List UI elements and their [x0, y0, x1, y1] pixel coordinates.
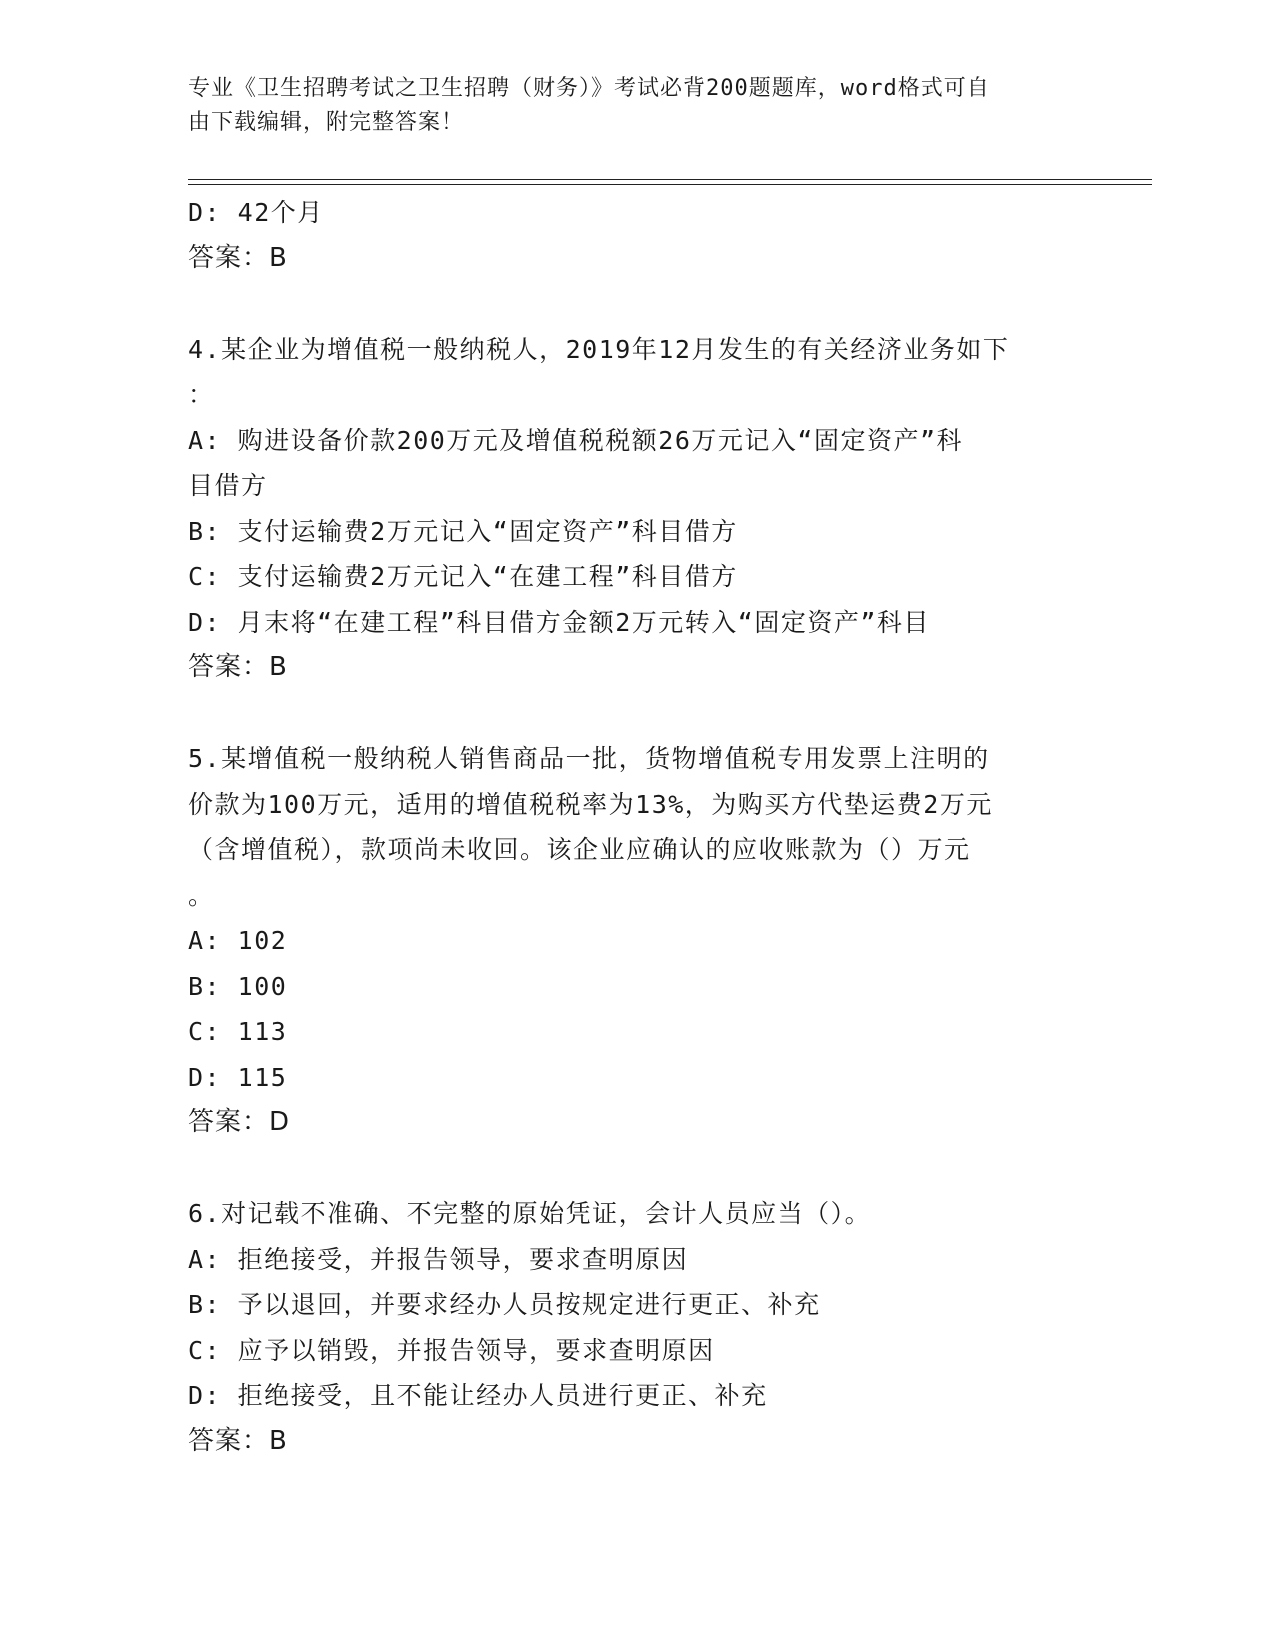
q6-answer: 答案：B — [188, 1425, 288, 1456]
q5-option-d: D: 115 — [188, 1062, 288, 1092]
q4-option-a-line-1: A: 购进设备价款200万元及增值税税额26万元记入“固定资产”科 — [188, 425, 964, 455]
header-line-2: 由下载编辑，附完整答案！ — [188, 110, 465, 135]
q6-question-line-1: 6.对记载不准确、不完整的原始凭证，会计人员应当（）。 — [188, 1199, 872, 1228]
q4-option-d: D: 月末将“在建工程”科目借方金额2万元转入“固定资产”科目 — [188, 607, 930, 637]
spacer — [188, 1146, 1088, 1192]
q5-question-line-1: 5.某增值税一般纳税人销售商品一批，货物增值税专用发票上注明的 — [188, 744, 990, 773]
q6-option-c: C: 应予以销毁，并报告领导，要求查明原因 — [188, 1335, 715, 1365]
q4-answer: 答案：B — [188, 652, 288, 682]
spacer — [188, 691, 1088, 737]
q3-option-d: D: 42个月 — [188, 198, 324, 227]
q3-answer: 答案：B — [188, 242, 288, 273]
q6-option-b: B: 予以退回，并要求经办人员按规定进行更正、补充 — [188, 1290, 821, 1319]
q5-answer: 答案：D — [188, 1107, 291, 1137]
header-line-1: 专业《卫生招聘考试之卫生招聘（财务）》考试必背200题题库，word格式可自 — [188, 76, 990, 101]
q4-option-b: B: 支付运输费2万元记入“固定资产”科目借方 — [188, 516, 738, 546]
q5-option-c: C: 113 — [188, 1017, 288, 1046]
q4-option-a-line-2: 目借方 — [188, 471, 268, 500]
question-6 — [188, 1191, 1088, 1464]
q5-question-line-4: 。 — [188, 880, 215, 910]
q6-option-d: D: 拒绝接受，且不能让经办人员进行更正、补充 — [188, 1381, 768, 1410]
question-5 — [188, 736, 1088, 1146]
document-header — [188, 72, 1088, 140]
q4-option-c: C: 支付运输费2万元记入“在建工程”科目借方 — [188, 562, 738, 591]
q4-question-line-2: ： — [188, 380, 215, 409]
q5-option-b: B: 100 — [188, 971, 288, 1001]
q5-question-line-2: 价款为100万元，适用的增值税税率为13%，为购买方代垫运费2万元 — [188, 789, 993, 819]
question-3 — [188, 190, 1088, 281]
header-divider-top — [188, 179, 1152, 180]
question-4 — [188, 327, 1088, 691]
q5-option-a: A: 102 — [188, 926, 288, 955]
q6-option-a: A: 拒绝接受，并报告领导，要求查明原因 — [188, 1244, 689, 1274]
header-divider-bottom — [188, 184, 1152, 185]
q4-question-line-1: 4.某企业为增值税一般纳税人，2019年12月发生的有关经济业务如下 — [188, 334, 1010, 364]
q5-question-line-3: （含增值税），款项尚未收回。该企业应确认的应收账款为（）万元 — [188, 835, 971, 864]
spacer — [188, 281, 1088, 327]
document-body — [188, 190, 1088, 1464]
